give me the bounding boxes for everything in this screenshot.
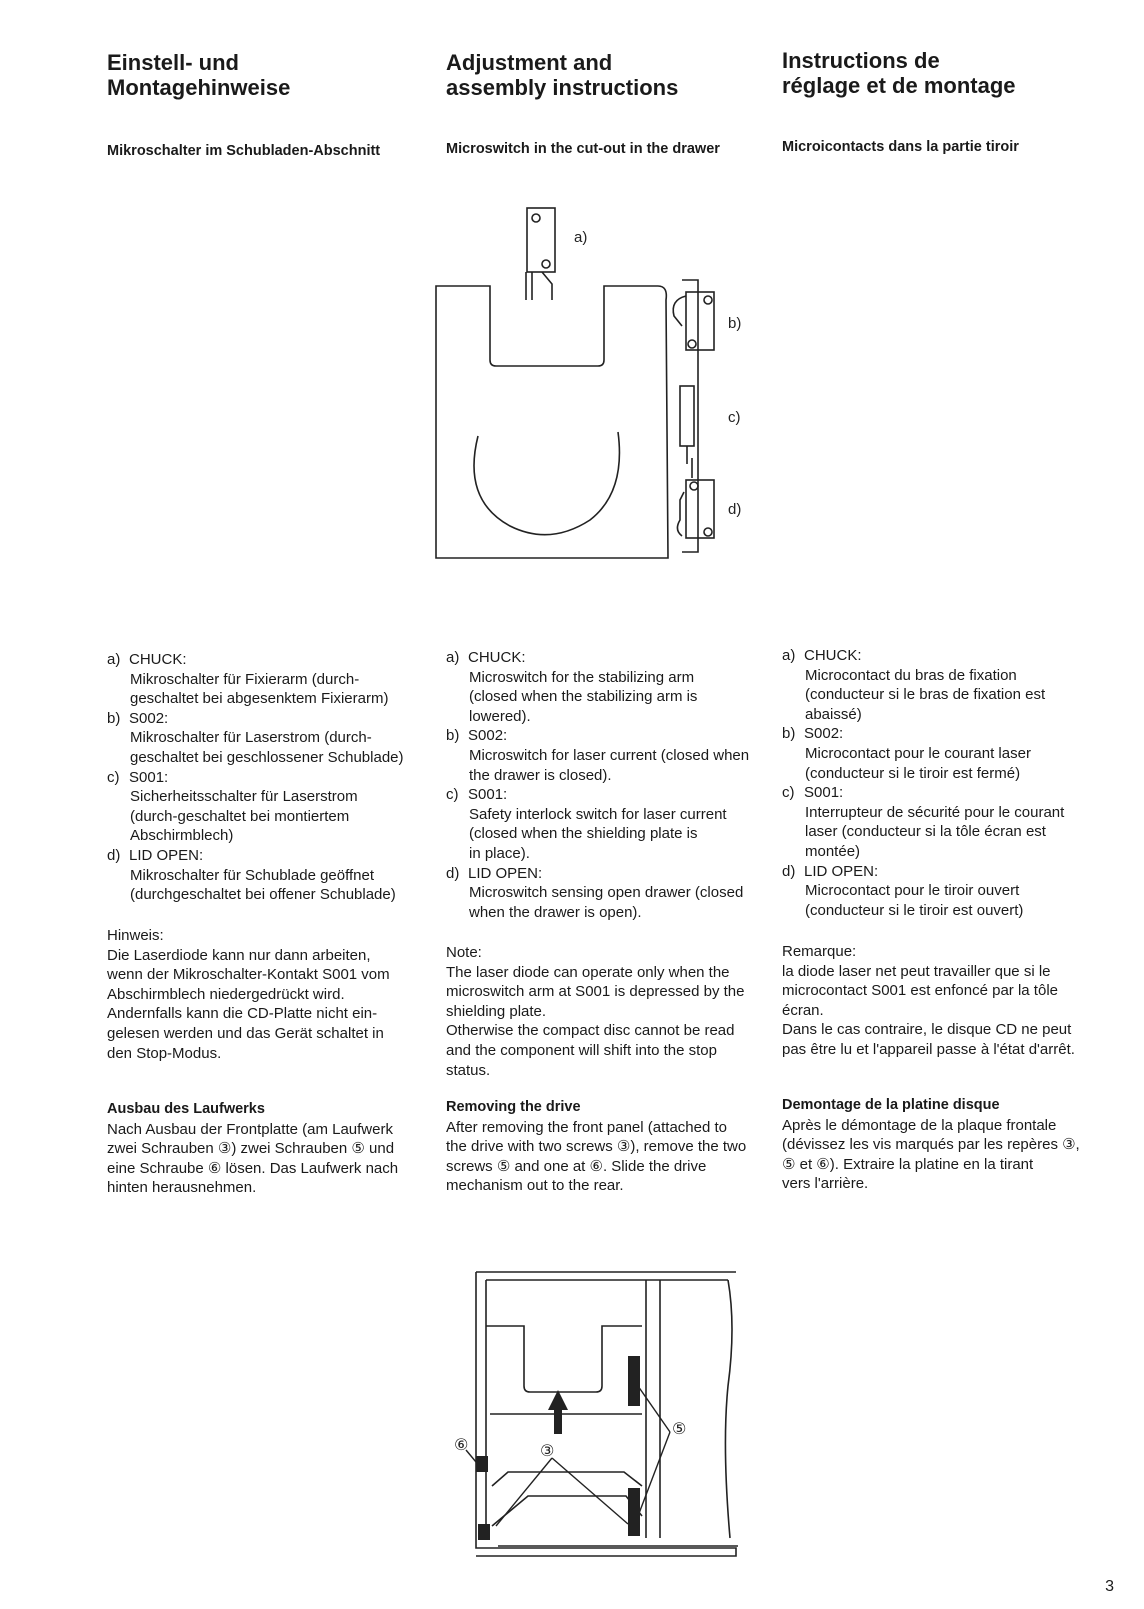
legend-description-line: Interrupteur de sécurité pour le courant <box>805 803 1065 821</box>
note-line: microswitch arm at S001 is depressed by the <box>446 983 745 1001</box>
note-line: écran. <box>782 1001 824 1019</box>
legend-item <box>107 846 427 905</box>
subtitle-en: Microswitch in the cut-out in the drawer <box>446 141 720 157</box>
legend-switch-name: S001: <box>804 784 844 802</box>
legend-description-line: Mikroschalter für Laserstrom (durch- <box>130 729 372 747</box>
legend-description-line: Microcontact pour le courant laser <box>805 744 1031 762</box>
subtitle-de: Mikroschalter im Schubladen-Abschnitt <box>107 143 381 159</box>
legend-description-line: laser (conducteur si la tôle écran est <box>805 823 1046 841</box>
subtitle-fr: Microicontacts dans la partie tiroir <box>782 139 1019 155</box>
legend-label: c) <box>107 768 120 786</box>
legend-description-line: (conducteur si le tiroir est ouvert) <box>805 901 1024 919</box>
section-body-line: hinten herausnehmen. <box>107 1179 257 1197</box>
legend-en <box>446 648 766 922</box>
label-d: d) <box>728 501 742 518</box>
legend-description-line: the drawer is closed). <box>469 766 612 784</box>
section-body-line: eine Schraube ⑥ lösen. Das Laufwerk nach <box>107 1159 399 1177</box>
legend-description-line: (durchgeschaltet bei offener Schublade) <box>130 886 396 904</box>
section-fr <box>782 1096 1102 1194</box>
legend-description-line: abaissé) <box>805 705 862 723</box>
note-heading: Hinweis: <box>107 927 164 944</box>
note-line: Die Laserdiode kann nur dann arbeiten, <box>107 946 371 964</box>
page-number: 3 <box>1105 1578 1114 1595</box>
legend-description-line: Safety interlock switch for laser current <box>469 805 727 823</box>
note-line: status. <box>446 1061 491 1079</box>
legend-item <box>782 646 1102 724</box>
legend-description-line: Microcontact pour le tiroir ouvert <box>805 882 1020 900</box>
section-body-line: After removing the front panel (attached to <box>446 1118 727 1136</box>
section-body-line: vers l'arrière. <box>782 1175 869 1193</box>
legend-description-line: geschaltet bei abgesenktem Fixierarm) <box>130 690 389 708</box>
legend-item <box>446 864 766 923</box>
legend-description-line: Microswitch for the stabilizing arm <box>469 668 695 686</box>
legend-item <box>107 650 427 709</box>
legend-switch-name: LID OPEN: <box>468 864 543 882</box>
section-body-line: the drive with two screws ③), remove the two <box>446 1138 747 1156</box>
legend-item <box>782 724 1102 783</box>
legend-description-line: (conducteur si le tiroir est fermé) <box>805 764 1021 782</box>
legend-description-line: in place). <box>469 844 530 862</box>
note-line: den Stop-Modus. <box>107 1044 222 1062</box>
note-line: Andernfalls kann die CD-Platte nicht ein- <box>107 1005 378 1023</box>
section-body-line: zwei Schrauben ③) zwei Schrauben ⑤ und <box>107 1140 395 1158</box>
drawer-microswitch-diagram <box>430 200 760 580</box>
legend-description-line: (closed when the stabilizing arm is <box>469 688 698 706</box>
legend-item <box>446 785 766 863</box>
header-fr <box>782 48 1102 98</box>
note-line: microcontact S001 est enfoncé par la tôle <box>782 982 1058 1000</box>
legend-item <box>107 768 427 846</box>
legend-label: c) <box>446 786 459 804</box>
legend-description-line: geschaltet bei geschlossener Schublade) <box>130 748 404 766</box>
legend-label: d) <box>782 862 796 880</box>
section-body-line: Après le démontage de la plaque frontale <box>782 1116 1057 1134</box>
callout-6: ⑥ <box>454 1435 469 1454</box>
legend-switch-name: S001: <box>468 786 508 804</box>
drive-removal-diagram <box>438 1266 748 1566</box>
section-title: Removing the drive <box>446 1099 581 1115</box>
legend-description-line: (durch-geschaltet bei montiertem <box>130 807 350 825</box>
note-heading: Remarque: <box>782 943 857 960</box>
legend-fr <box>782 646 1102 920</box>
header-en <box>446 50 766 100</box>
title-fr: Instructions de réglage et de montage <box>782 48 1016 98</box>
section-de <box>107 1100 427 1198</box>
legend-item <box>782 783 1102 861</box>
legend-switch-name: LID OPEN: <box>129 846 204 864</box>
note-line: Dans le cas contraire, le disque CD ne peut <box>782 1021 1072 1039</box>
legend-switch-name: S002: <box>468 727 508 745</box>
section-title: Ausbau des Laufwerks <box>107 1101 265 1117</box>
legend-label: a) <box>446 649 460 666</box>
callout-3: ③ <box>540 1441 555 1460</box>
legend-switch-name: CHUCK: <box>129 651 187 668</box>
note-line: Otherwise the compact disc cannot be read <box>446 1022 735 1040</box>
note-line: gelesen werden und das Gerät schaltet in <box>107 1024 384 1042</box>
legend-label: b) <box>782 725 796 743</box>
section-body-line: screws ⑤ and one at ⑥. Slide the drive <box>446 1157 707 1175</box>
legend-switch-name: S002: <box>129 709 169 727</box>
legend-item <box>107 709 427 768</box>
legend-description-line: montée) <box>805 842 861 860</box>
legend-description-line: Microcontact du bras de fixation <box>805 666 1017 684</box>
legend-switch-name: LID OPEN: <box>804 862 879 880</box>
legend-description-line: Mikroschalter für Schublade geöffnet <box>130 866 375 884</box>
label-a: a) <box>574 229 588 246</box>
legend-switch-name: S002: <box>804 725 844 743</box>
callout-5: ⑤ <box>672 1419 687 1438</box>
legend-switch-name: CHUCK: <box>804 647 862 664</box>
label-c: c) <box>728 409 741 426</box>
note-heading: Note: <box>446 944 482 961</box>
legend-description-line: Microswitch sensing open drawer (closed <box>469 884 744 902</box>
note-line: wenn der Mikroschalter-Kontakt S001 vom <box>107 966 390 984</box>
note-de <box>107 926 427 1063</box>
legend-item <box>782 862 1102 921</box>
section-title: Demontage de la platine disque <box>782 1097 1000 1113</box>
note-line: The laser diode can operate only when the <box>446 963 730 981</box>
legend-description-line: Mikroschalter für Fixierarm (durch- <box>130 670 360 688</box>
section-body-line: ⑤ et ⑥). Extraire la platine en la tirant <box>782 1155 1034 1173</box>
note-fr <box>782 942 1102 1060</box>
label-b: b) <box>728 315 742 332</box>
legend-description-line: (closed when the shielding plate is <box>469 825 698 843</box>
title-en: Adjustment and assembly instructions <box>446 50 679 100</box>
legend-switch-name: S001: <box>129 768 169 786</box>
legend-label: d) <box>107 846 121 864</box>
legend-label: b) <box>107 709 121 727</box>
legend-description-line: when the drawer is open). <box>469 903 642 921</box>
header-de <box>107 50 427 100</box>
legend-label: a) <box>107 651 121 668</box>
legend-description-line: lowered). <box>469 707 531 725</box>
note-line: pas être lu et l'appareil passe à l'état d'arrêt. <box>782 1040 1075 1058</box>
legend-de <box>107 650 427 905</box>
legend-item <box>446 726 766 785</box>
legend-label: c) <box>782 784 795 802</box>
note-line: la diode laser net peut travailler que si le <box>782 962 1051 980</box>
legend-description-line: Microswitch for laser current (closed when <box>469 746 750 764</box>
note-line: Abschirmblech niedergedrückt wird. <box>107 985 345 1003</box>
legend-label: d) <box>446 864 460 882</box>
note-line: shielding plate. <box>446 1002 547 1020</box>
legend-description-line: Abschirmblech) <box>130 827 234 845</box>
section-body-line: Nach Ausbau der Frontplatte (am Laufwerk <box>107 1120 393 1138</box>
legend-label: b) <box>446 727 460 745</box>
section-body-line: (dévissez les vis marqués par les repères ③, <box>782 1136 1080 1154</box>
section-en <box>446 1098 766 1196</box>
legend-description-line: (conducteur si le bras de fixation est <box>805 686 1046 704</box>
note-line: and the component will shift into the stop <box>446 1041 717 1059</box>
legend-item <box>446 648 766 726</box>
note-en <box>446 943 766 1080</box>
section-body-line: mechanism out to the rear. <box>446 1177 624 1195</box>
legend-switch-name: CHUCK: <box>468 649 526 666</box>
legend-label: a) <box>782 647 796 664</box>
title-de: Einstell- und Montagehinweise <box>107 50 291 100</box>
legend-description-line: Sicherheitsschalter für Laserstrom <box>130 788 358 806</box>
